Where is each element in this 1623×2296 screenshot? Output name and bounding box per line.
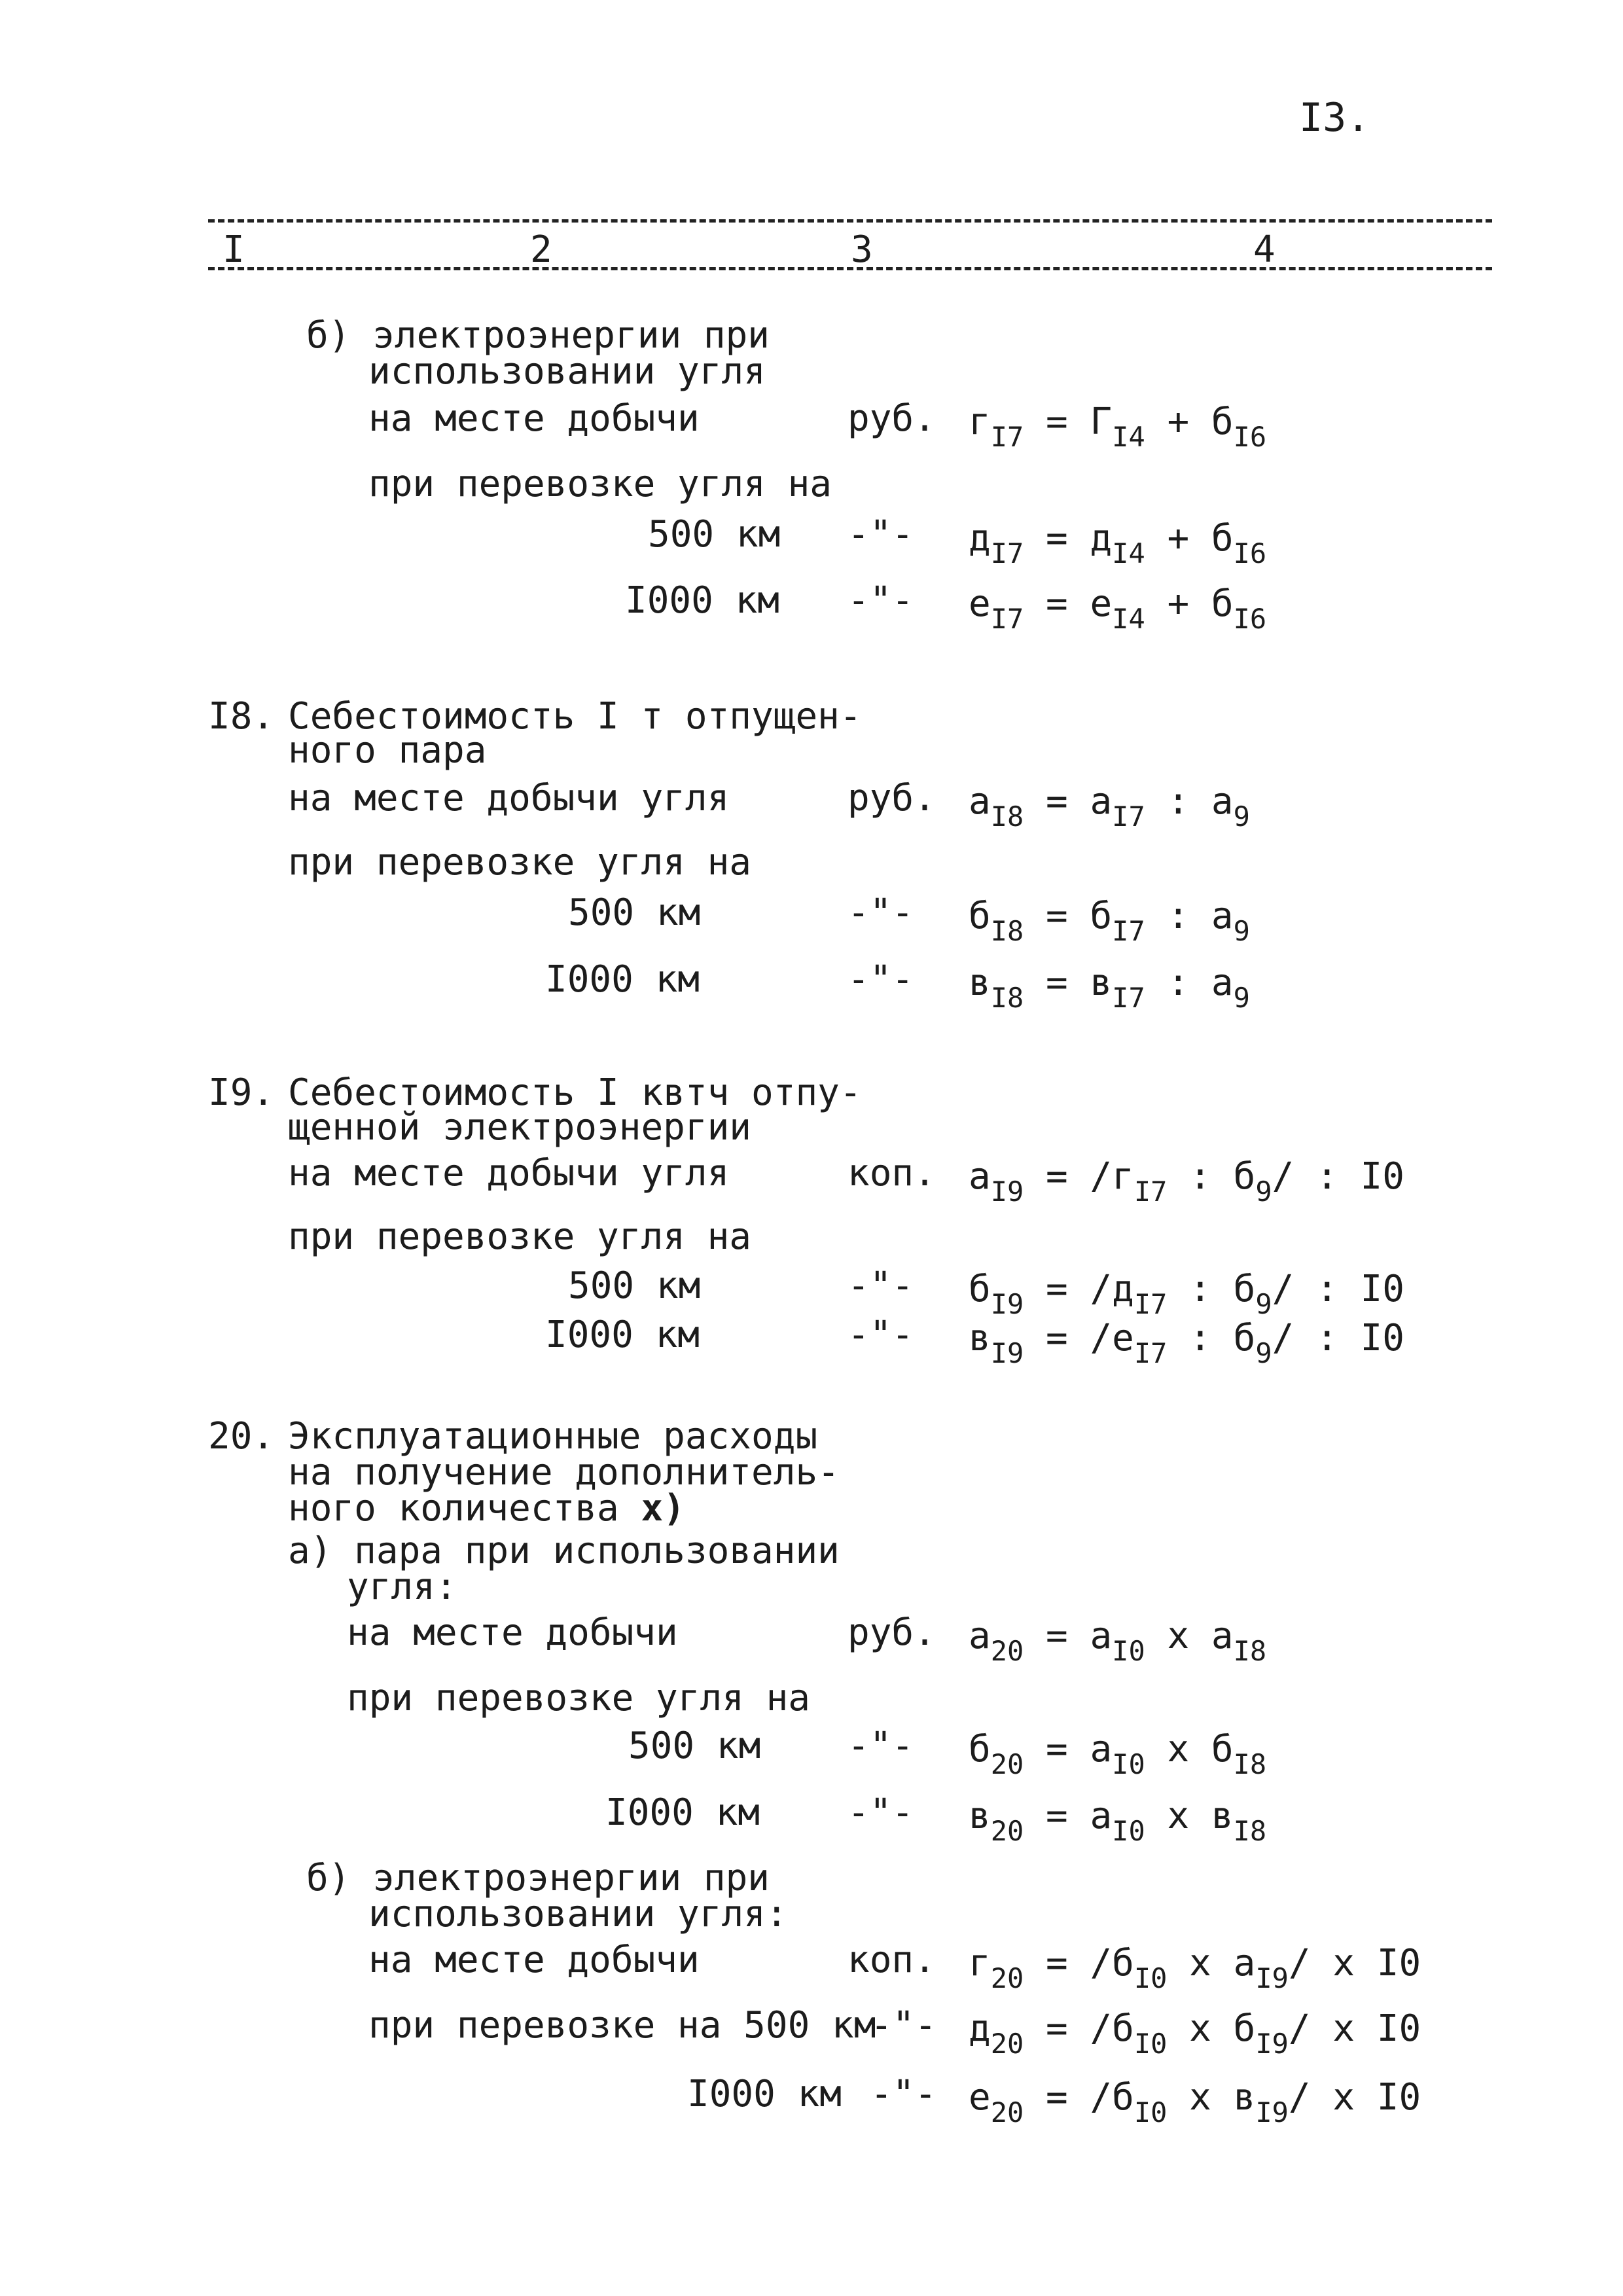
row-unit: коп. [847, 1939, 936, 1981]
row-label: на месте добычи [368, 1939, 700, 1981]
row-label: I000 км [687, 2073, 842, 2115]
row-label: 500 км [568, 1265, 701, 1307]
row-unit: руб. [847, 1611, 936, 1654]
formula: $г_{I7} = Г_{I4} + б_{I6}$ [969, 401, 1267, 453]
row-label: при перевозке угля на [288, 841, 752, 884]
row-label: I000 км [625, 579, 780, 622]
formula: $д_{I7} = д_{I4} + б_{I6}$ [969, 517, 1267, 569]
formula: $б_{I8} = б_{I7}$ : $а_9$ [969, 895, 1250, 947]
section-title: Себестоимость I т отпущен- [288, 695, 862, 738]
row-unit: -"- [847, 1265, 914, 1307]
footnote-mark: x) [641, 1487, 685, 1530]
row-unit: -"- [847, 579, 914, 622]
formula: $б_{20} = а_{I0}$ x $б_{I8}$ [969, 1728, 1267, 1780]
section-title: б) электроэнергии при [306, 314, 770, 357]
section-title: Эксплуатационные расходы [288, 1415, 818, 1458]
section-title: Себестоимость I квтч отпу- [288, 1071, 862, 1114]
page-number: I3. [1299, 95, 1370, 141]
formula: $а_{I9} = /г_{I7}$ : $б_9/$ : I0 [969, 1155, 1404, 1208]
row-unit: руб. [847, 397, 936, 440]
item-number: 20. [208, 1415, 275, 1458]
row-label: при перевозке угля на [347, 1677, 811, 1719]
row-label: I000 км [545, 1314, 700, 1356]
item-number: I8. [208, 695, 275, 738]
formula: $а_{20} = а_{I0}$ x $а_{I8}$ [969, 1615, 1267, 1667]
row-label: I000 км [545, 958, 700, 1001]
section-title: ного количества x) [288, 1487, 685, 1530]
row-unit: руб. [847, 777, 936, 819]
formula: $е_{I7} = е_{I4} + б_{I6}$ [969, 583, 1267, 635]
formula: $в_{I9} = /е_{I7}$ : $б_9/$ : I0 [969, 1317, 1404, 1369]
subsection-title: использовании угля: [368, 1893, 788, 1935]
row-unit: -"- [847, 958, 914, 1001]
section-title: использовании угля [368, 350, 766, 393]
formula: $д_{20} = /б_{I0}$ x $б_{I9}/$ x I0 [969, 2007, 1421, 2060]
row-label: при перевозке на 500 км [368, 2004, 876, 2047]
formula: $в_{20} = а_{I0}$ x $в_{I8}$ [969, 1795, 1267, 1847]
row-unit: -"- [847, 513, 914, 556]
formula: $е_{20} = /б_{I0}$ x $в_{I9}/$ x I0 [969, 2076, 1421, 2128]
row-label: на месте добычи угля [288, 1152, 730, 1194]
row-label: при перевозке угля на [368, 463, 832, 505]
header-col-3: 3 [851, 228, 873, 271]
row-unit: -"- [847, 891, 914, 934]
row-unit: -"- [847, 1725, 914, 1767]
row-label: на месте добычи угля [288, 777, 730, 819]
header-col-4: 4 [1253, 228, 1275, 271]
row-label: I000 км [605, 1791, 760, 1834]
section-title: на получение дополнитель- [288, 1451, 840, 1494]
subsection-title: а) пара при использовании [288, 1530, 840, 1572]
row-label: 500 км [648, 513, 781, 556]
row-unit: коп. [847, 1152, 936, 1194]
header-col-2: 2 [530, 228, 552, 271]
row-unit: -"- [870, 2004, 937, 2047]
row-label: на месте добычи [347, 1611, 678, 1654]
formula: $в_{I8} = в_{I7}$ : $а_9$ [969, 961, 1250, 1014]
formula: $б_{I9} = /д_{I7}$ : $б_9/$ : I0 [969, 1268, 1404, 1320]
row-unit: -"- [847, 1314, 914, 1356]
row-label: на месте добычи [368, 397, 700, 440]
subsection-title: б) электроэнергии при [306, 1857, 770, 1899]
header-bottom-rule [208, 267, 1492, 270]
row-label: при перевозке угля на [288, 1215, 752, 1258]
formula: $а_{I8} = а_{I7}$ : $а_9$ [969, 780, 1250, 833]
formula: $г_{20} = /б_{I0}$ x $а_{I9}/$ x I0 [969, 1942, 1421, 1994]
header-col-1: I [223, 228, 245, 271]
section-title: ного пара [288, 729, 487, 772]
row-unit: -"- [870, 2073, 937, 2115]
row-label: 500 км [568, 891, 701, 934]
row-label: 500 км [628, 1725, 761, 1767]
header-top-rule [208, 219, 1492, 223]
section-title: щенной электроэнергии [288, 1106, 752, 1149]
subsection-title: угля: [347, 1566, 457, 1608]
row-unit: -"- [847, 1791, 914, 1834]
item-number: I9. [208, 1071, 275, 1114]
